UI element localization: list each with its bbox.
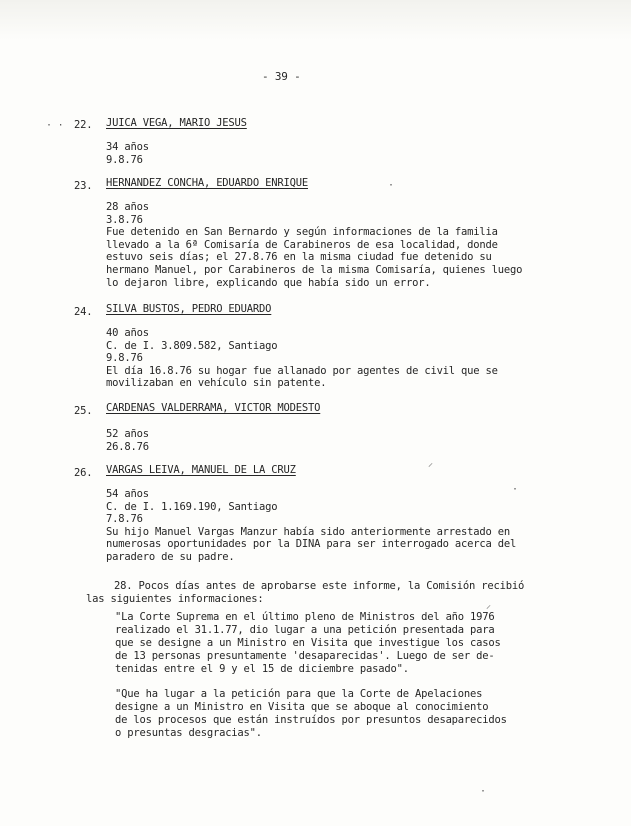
block-quote (115, 611, 501, 676)
detail-line: Su hijo Manuel Vargas Manzur había sido anteriormente arrestado en (106, 525, 511, 538)
detail-line: 28 años (106, 201, 149, 213)
quote-line: que se designe a un Ministro en Visita que investigue los casos (115, 637, 501, 649)
entry-name: CARDENAS VALDERRAMA, VICTOR MODESTO (106, 402, 321, 414)
quote-line: o presuntas desgracias". (115, 727, 262, 739)
entry-details (106, 428, 149, 453)
entry-number: 25. (74, 405, 93, 417)
quote-line: "La Corte Suprema en el último pleno de Ministros del año 1976 (115, 611, 495, 623)
quote-line: designe a un Ministro en Visita que se aboque al conocimiento (115, 701, 489, 713)
detail-line: paradero de su padre. (106, 550, 235, 563)
detail-line: 26.8.76 (106, 440, 149, 453)
detail-line: lo dejaron libre, explicando que había sido un error. (106, 276, 431, 289)
scan-mark: · · (46, 120, 64, 131)
entry-name: VARGAS LEIVA, MANUEL DE LA CRUZ (106, 464, 296, 476)
entry-name: HERNANDEZ CONCHA, EDUARDO ENRIQUE (106, 177, 309, 189)
body-paragraph (86, 580, 524, 606)
quote-line: realizado el 31.1.77, dio lugar a una petición presentada para (115, 624, 495, 636)
detail-line: 9.8.76 (106, 153, 143, 166)
detail-line: hermano Manuel, por Carabineros de la misma Comisaría, quienes luego (106, 263, 523, 276)
quote-line: de 13 personas presuntamente 'desaparecidas'. Luego de ser de- (115, 650, 495, 662)
scan-mark: ⸝ (428, 458, 433, 469)
detail-line: 54 años (106, 488, 149, 500)
detail-line: C. de I. 3.809.582, Santiago (106, 339, 278, 352)
entry-details (106, 488, 516, 564)
detail-line: 34 años (106, 141, 149, 153)
detail-line: 9.8.76 (106, 352, 143, 365)
detail-line: movilizaban en vehículo sin patente. (106, 377, 327, 390)
scan-mark: · (480, 786, 486, 797)
detail-line: El día 16.8.76 su hogar fue allanado por agentes de civil que se (106, 364, 498, 377)
detail-line: 52 años (106, 428, 149, 440)
scan-mark: · (512, 484, 518, 495)
detail-line: 3.8.76 (106, 213, 143, 226)
quote-line: tenidas entre el 9 y el 15 de diciembre pasado". (115, 663, 409, 675)
scan-mark: ⸝ (486, 600, 491, 611)
entry-details (106, 141, 149, 166)
quote-line: de los procesos que están instruídos por presuntos desaparecidos (115, 714, 507, 726)
page-number: - 39 - (262, 70, 301, 83)
entry-details (106, 201, 522, 289)
entry-details (106, 327, 498, 390)
quote-line: "Que ha lugar a la petición para que la Corte de Apelaciones (115, 688, 483, 700)
scan-mark: · (388, 180, 394, 191)
entry-name: SILVA BUSTOS, PEDRO EDUARDO (106, 303, 272, 315)
entry-name: JUICA VEGA, MARIO JESUS (106, 117, 247, 129)
entry-number: 23. (74, 180, 93, 192)
entry-number: 26. (74, 467, 93, 479)
detail-line: C. de I. 1.169.190, Santiago (106, 500, 278, 513)
paragraph-line: las siguientes informaciones: (86, 593, 264, 605)
detail-line: llevado a la 6ª Comisaría de Carabineros de esa localidad, donde (106, 238, 498, 251)
detail-line: Fue detenido en San Bernardo y según informaciones de la familia (106, 226, 498, 239)
detail-line: 40 años (106, 327, 149, 339)
detail-line: 7.8.76 (106, 513, 143, 526)
block-quote (115, 688, 507, 740)
paragraph-line: 28. Pocos días antes de aprobarse este informe, la Comisión recibió (114, 580, 525, 592)
detail-line: numerosas oportunidades por la DINA para ser interrogado acerca del (106, 538, 517, 551)
entry-number: 24. (74, 306, 93, 318)
detail-line: estuvo seis días; el 27.8.76 en la misma ciudad fue detenido su (106, 251, 492, 264)
entry-number: 22. (74, 119, 93, 131)
